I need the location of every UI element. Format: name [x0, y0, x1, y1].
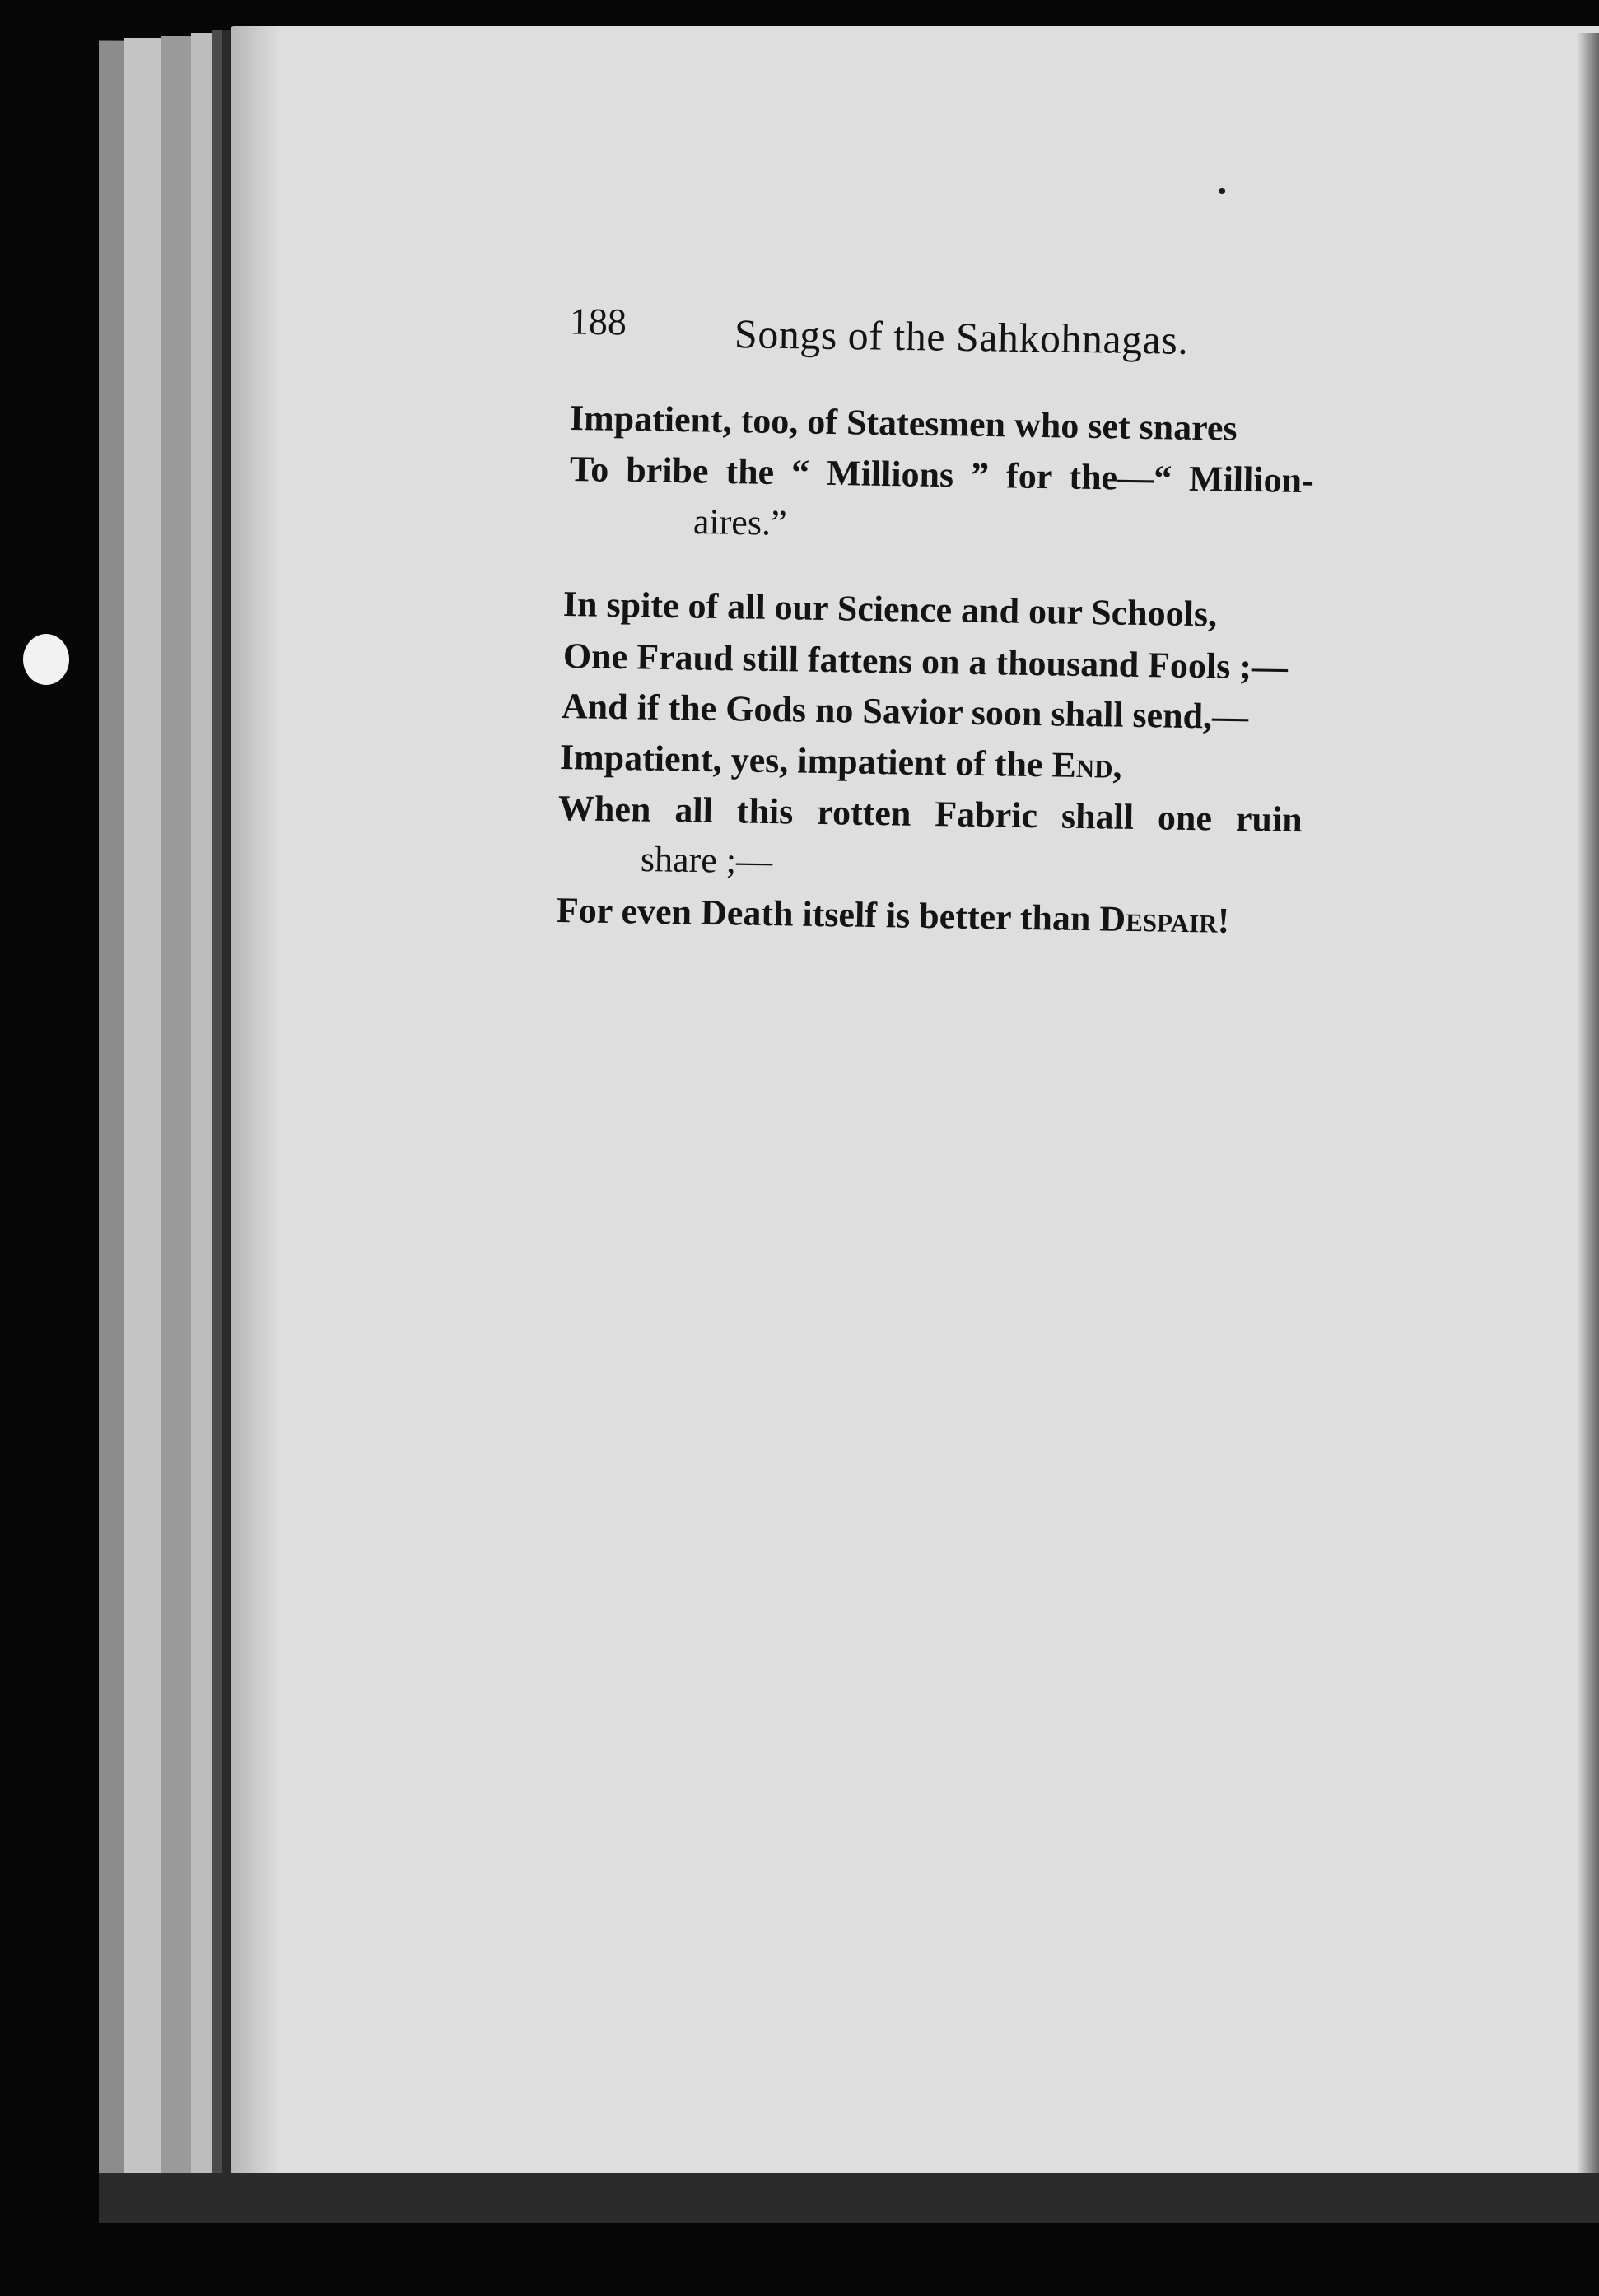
- page-number: 188: [569, 300, 627, 343]
- verse-line: In spite of all our Science and our Schools,: [562, 584, 1218, 635]
- verse-line: Impatient, too, of Statesmen who set snares: [569, 398, 1238, 449]
- verse-line: [560, 739, 1122, 785]
- verse-line-text: For even Death itself is better than: [556, 890, 1091, 939]
- verse-line: To bribe the “ Millions ” for the—“ Million-: [569, 449, 1315, 501]
- running-title: Songs of the Sahkohnagas.: [734, 310, 1189, 363]
- verse-line-text: Impatient, yes, impatient of the: [559, 737, 1043, 785]
- verse-line: One Fraud still fattens on a thousand Fools ;—: [562, 636, 1289, 687]
- verse-line-emphasis: Despair!: [1099, 898, 1230, 941]
- verse-line-emphasis: End,: [1051, 744, 1123, 786]
- verse-line: aires.”: [692, 501, 787, 543]
- verse-line: When all this rotten Fabric shall one ruin: [557, 788, 1303, 841]
- verse-line: [557, 892, 1230, 939]
- verse-line: share ;—: [640, 839, 773, 882]
- verse-line: And if the Gods no Savior soon shall send,—: [561, 686, 1249, 738]
